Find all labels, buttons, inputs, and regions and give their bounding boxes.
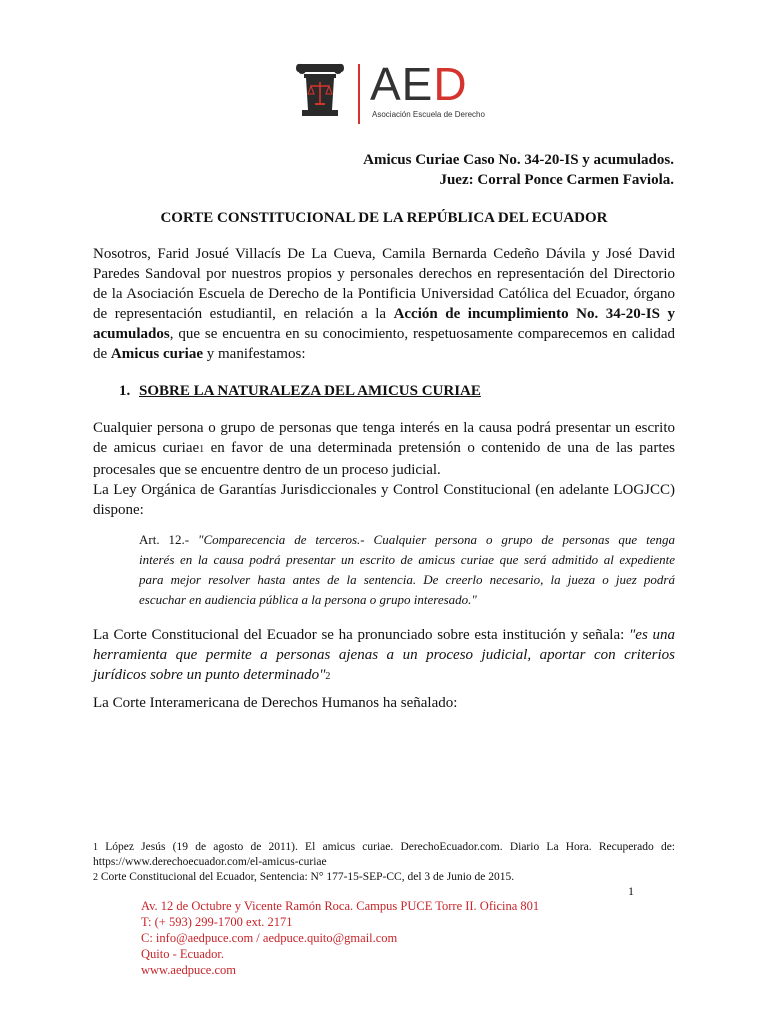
- website-link[interactable]: www.aedpuce.com: [141, 963, 236, 977]
- intro-line: de Amicus curiae y manifestamos:: [93, 346, 306, 362]
- paragraph-line: Cualquier persona o grupo de personas que tenga interés en la causa podrá presentar un escrito: [93, 420, 675, 436]
- logo-divider: [358, 64, 360, 124]
- section-heading: [119, 381, 481, 401]
- quote-line: escuchar en audiencia pública a la persona o grupo interesado.": [139, 592, 477, 607]
- paragraph-line: procesales que se encuentre dentro de un proceso judicial.: [93, 462, 441, 478]
- judge-line: Juez: Corral Ponce Carmen Faviola.: [439, 172, 674, 188]
- paragraph-line: jurídicos sobre un punto determinado"2: [93, 667, 331, 683]
- address-line: Av. 12 de Octubre y Vicente Ramón Roca. Campus PUCE Torre II. Oficina 801: [141, 899, 540, 913]
- intro-line: Paredes Sandoval por nuestros propios y personales derechos en representación del Directorio: [93, 266, 675, 282]
- logo-wordmark: AED: [370, 58, 468, 110]
- city-line: Quito - Ecuador.: [141, 947, 224, 961]
- footnote-ref-2[interactable]: 2: [325, 671, 331, 682]
- case-reference: Amicus Curiae Caso No. 34-20-IS y acumulados.: [363, 152, 674, 168]
- logo-subtitle: Asociación Escuela de Derecho: [372, 110, 485, 119]
- paragraph-line: La Corte Constitucional del Ecuador se ha pronunciado sobre esta institución y señala: "es una: [93, 627, 675, 643]
- quote-line: Art. 12.- "Comparecencia de terceros.- Cualquier persona o grupo de personas que tenga: [139, 532, 675, 547]
- page-number: 1: [628, 884, 634, 898]
- amicus-paragraph: [93, 418, 675, 520]
- footnote-ref-1[interactable]: 1: [199, 444, 205, 455]
- paragraph-line: de amicus curiae1 en favor de una determinada pretensión o contenido de una de las partes: [93, 440, 675, 456]
- paragraph-line: La Ley Orgánica de Garantías Jurisdiccionales y Control Constitucional (en adelante LOGJCC): [93, 482, 675, 498]
- intro-line: de la Asociación Escuela de Derecho de la Pontificia Universidad Católica del Ecuador, órgano: [93, 286, 675, 302]
- email-line[interactable]: C: info@aedpuce.com / aedpuce.quito@gmail.com: [141, 931, 398, 945]
- document-title: CORTE CONSTITUCIONAL DE LA REPÚBLICA DEL ECUADOR: [160, 210, 608, 226]
- section-number: 1.: [119, 383, 131, 399]
- quote-line: interés en la causa podrá presentar un escrito de amicus curiae que será admitido al expediente: [139, 552, 675, 567]
- cidh-paragraph: La Corte Interamericana de Derechos Humanos ha señalado:: [93, 695, 458, 711]
- footnote-1: 1 López Jesús (19 de agosto de 2011). El amicus curiae. DerechoEcuador.com. Diario La Hora. Recuperado de:: [93, 841, 676, 853]
- intro-paragraph: [93, 244, 675, 364]
- quote-line: para mejor resolver hasta antes de la sentencia. De creerlo necesario, la jueza o juez podrá: [139, 572, 675, 587]
- footnotes: [93, 840, 675, 885]
- court-paragraph: [93, 625, 675, 687]
- scales-of-justice-column-icon: [294, 62, 346, 118]
- section-title: SOBRE LA NATURALEZA DEL AMICUS CURIAE: [139, 383, 481, 399]
- intro-line: acumulados, que se encuentra en su conocimiento, respetuosamente comparecemos en calidad: [93, 326, 675, 342]
- intro-line: Nosotros, Farid Josué Villacís De La Cueva, Camila Bernarda Cedeño Dávila y José David: [93, 246, 675, 262]
- footnote-1-url[interactable]: https://www.derechoecuador.com/el-amicus-curiae: [93, 856, 327, 868]
- art12-quote: [139, 530, 675, 610]
- paragraph-line: dispone:: [93, 502, 144, 518]
- paragraph-line: herramienta que permite a personas ajenas a un proceso judicial, aportar con criterios: [93, 647, 675, 663]
- intro-line: de representación estudiantil, en relación a la Acción de incumplimiento No. 34-20-IS y: [93, 306, 676, 322]
- phone-line: T: (+ 593) 299-1700 ext. 2171: [141, 915, 293, 929]
- footnote-2: 2 Corte Constitucional del Ecuador, Sentencia: N° 177-15-SEP-CC, del 3 de Junio de 2015.: [93, 871, 515, 883]
- contact-footer: [141, 898, 539, 978]
